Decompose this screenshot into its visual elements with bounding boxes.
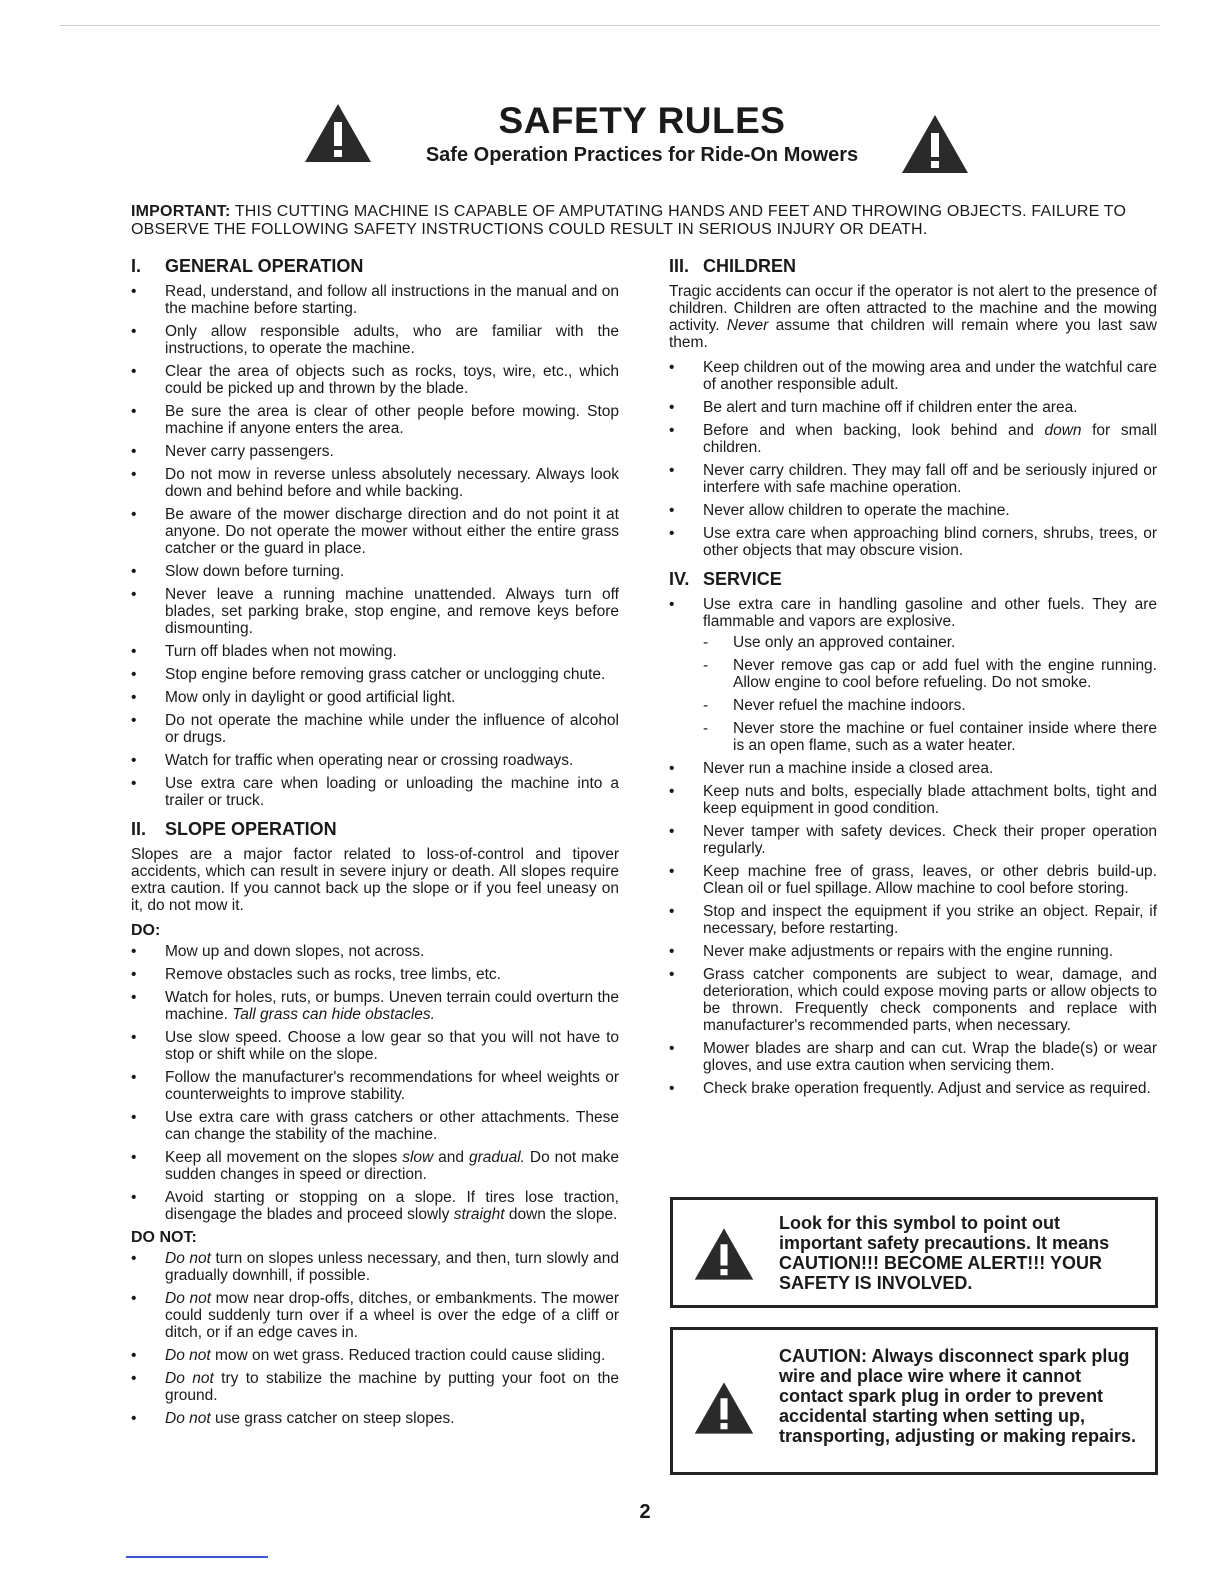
- list-item: • Use extra care in handling gasoline and other fuels. They are flammable and vapors are explosive. - Use only an approved container. - Never remove gas cap or add fuel with the engine running. Allow engine to cool before refueling. Do not smoke. - Never refuel the machine indoors. - Never store the machine or fuel container inside where there is an open flame, such as a water heater.: [669, 596, 1157, 754]
- list-item: • Keep nuts and bolts, especially blade attachment bolts, tight and keep equipment in good condition.: [669, 783, 1157, 817]
- list-item: • Keep children out of the mowing area and under the watchful care of another responsible adult.: [669, 359, 1157, 393]
- sub-list-item: - Never refuel the machine indoors.: [703, 697, 1157, 714]
- section-heading-service: IV. SERVICE: [669, 569, 782, 589]
- left-column: [131, 258, 619, 1433]
- list-item: • Watch for traffic when operating near or crossing roadways.: [131, 752, 619, 769]
- scan-bottom-line: [126, 1556, 268, 1558]
- list-item: • Use slow speed. Choose a low gear so that you will not have to stop or shift while on the slope.: [131, 1029, 619, 1063]
- sub-list-item: - Never store the machine or fuel container inside where there is an open flame, such as a water heater.: [703, 720, 1157, 754]
- page-number: 2: [639, 1501, 651, 1523]
- scan-edge-line: [60, 25, 1160, 26]
- caution-text: CAUTION: Always disconnect spark plug wire and place wire where it cannot contact spark plug in order to prevent accidental starting when setting up, transporting, adjusting or making repairs.: [779, 1346, 1137, 1446]
- do-not-label: DO NOT:: [131, 1229, 197, 1246]
- sub-list-item: - Never remove gas cap or add fuel with the engine running. Allow engine to cool before refueling. Do not smoke.: [703, 657, 1157, 691]
- list-item: • Avoid starting or stopping on a slope. If tires lose traction, disengage the blades and proceed slowly straight down the slope.: [131, 1189, 619, 1223]
- list-item: • Mower blades are sharp and can cut. Wrap the blade(s) or wear gloves, and use extra caution when servicing them.: [669, 1040, 1157, 1074]
- list-item: • Use extra care when approaching blind corners, shrubs, trees, or other objects that may obscure vision.: [669, 525, 1157, 559]
- important-notice: [131, 203, 1161, 239]
- caution-box: [670, 1327, 1158, 1475]
- list-item: • Never tamper with safety devices. Check their proper operation regularly.: [669, 823, 1157, 857]
- list-item: • Keep machine free of grass, leaves, or other debris build-up. Clean oil or fuel spillage. Allow machine to cool before storing.: [669, 863, 1157, 897]
- warning-triangle-icon: [693, 1226, 755, 1282]
- right-column: [669, 258, 1157, 1103]
- list-item: • Do not turn on slopes unless necessary, and then, turn slowly and gradually downhill, if possible.: [131, 1250, 619, 1284]
- page-title: SAFETY RULES: [498, 100, 786, 141]
- slope-intro: Slopes are a major factor related to loss-of-control and tipover accidents, which can result in severe injury or death. All slopes require extra caution. If you cannot back up the slope or if you feel uneasy on it, do not mow it.: [131, 846, 619, 914]
- list-item: • Do not mow on wet grass. Reduced traction could cause sliding.: [131, 1347, 619, 1364]
- list-item: • Keep all movement on the slopes slow and gradual. Do not make sudden changes in speed or direction.: [131, 1149, 619, 1183]
- list-item: • Never make adjustments or repairs with the engine running.: [669, 943, 1157, 960]
- do-label: DO:: [131, 922, 161, 939]
- do-not-list: [131, 1250, 619, 1427]
- list-item: • Read, understand, and follow all instructions in the manual and on the machine before starting.: [131, 283, 619, 317]
- symbol-notice-text: Look for this symbol to point out important safety precautions. It means CAUTION!!! BECOME ALERT!!! YOUR SAFETY IS INVOLVED.: [779, 1213, 1110, 1293]
- list-item: • Clear the area of objects such as rocks, toys, wire, etc., which could be picked up and thrown by the blade.: [131, 363, 619, 397]
- service-list: [669, 596, 1157, 1097]
- list-item: • Never allow children to operate the machine.: [669, 502, 1157, 519]
- list-item: • Turn off blades when not mowing.: [131, 643, 619, 660]
- list-item: • Slow down before turning.: [131, 563, 619, 580]
- important-text: THIS CUTTING MACHINE IS CAPABLE OF AMPUTATING HANDS AND FEET AND THROWING OBJECTS. FAILURE TO OBSERVE THE FOLLOWING SAFETY INSTRUCTIONS COULD RESULT IN SERIOUS INJURY OR DEATH.: [131, 203, 1127, 238]
- section-heading-slope: II. SLOPE OPERATION: [131, 819, 337, 839]
- warning-triangle-icon: [900, 113, 970, 175]
- children-intro: Tragic accidents can occur if the operator is not alert to the presence of children. Children are often attracted to the machine and the mowing activity. Never assume that children will remain where you last saw them.: [669, 283, 1157, 351]
- list-item: • Do not mow in reverse unless absolutely necessary. Always look down and behind before and while backing.: [131, 466, 619, 500]
- list-item: • Use extra care when loading or unloading the machine into a trailer or truck.: [131, 775, 619, 809]
- page-subtitle: Safe Operation Practices for Ride-On Mowers: [425, 144, 859, 166]
- list-item: • Remove obstacles such as rocks, tree limbs, etc.: [131, 966, 619, 983]
- list-item: • Never carry children. They may fall off and be seriously injured or interfere with safe machine operation.: [669, 462, 1157, 496]
- list-item: • Never run a machine inside a closed area.: [669, 760, 1157, 777]
- list-item: • Do not mow near drop-offs, ditches, or embankments. The mower could suddenly turn over if a wheel is over the edge of a cliff or ditch, or if an edge caves in.: [131, 1290, 619, 1341]
- list-item: • Do not operate the machine while under the influence of alcohol or drugs.: [131, 712, 619, 746]
- fuel-sublist: [703, 634, 1157, 754]
- list-item: • Never carry passengers.: [131, 443, 619, 460]
- warning-triangle-icon: [693, 1380, 755, 1436]
- list-item: • Be aware of the mower discharge direction and do not point it at anyone. Do not operate the mower without either the entire grass catcher or the guard in place.: [131, 506, 619, 557]
- section-heading-general: I. GENERAL OPERATION: [131, 256, 364, 276]
- list-item: • Before and when backing, look behind and down for small children.: [669, 422, 1157, 456]
- list-item: • Be sure the area is clear of other people before mowing. Stop machine if anyone enters the area.: [131, 403, 619, 437]
- list-item: • Mow up and down slopes, not across.: [131, 943, 619, 960]
- sub-list-item: - Use only an approved container.: [703, 634, 1157, 651]
- list-item: • Never leave a running machine unattended. Always turn off blades, set parking brake, stop engine, and remove keys before dismounting.: [131, 586, 619, 637]
- section-heading-children: III. CHILDREN: [669, 256, 796, 276]
- list-item: • Stop engine before removing grass catcher or unclogging chute.: [131, 666, 619, 683]
- important-label: IMPORTANT:: [131, 203, 231, 220]
- general-operation-list: [131, 283, 619, 809]
- children-list: [669, 359, 1157, 559]
- do-list: [131, 943, 619, 1223]
- list-item: • Follow the manufacturer's recommendations for wheel weights or counterweights to improve stability.: [131, 1069, 619, 1103]
- list-item: • Grass catcher components are subject to wear, damage, and deterioration, which could expose moving parts or allow objects to be thrown. Frequently check components and replace with manufacturer's recommended parts, when necessary.: [669, 966, 1157, 1034]
- list-item: • Check brake operation frequently. Adjust and service as required.: [669, 1080, 1157, 1097]
- symbol-notice-box: [670, 1197, 1158, 1308]
- list-item: • Do not use grass catcher on steep slopes.: [131, 1410, 619, 1427]
- list-item: • Watch for holes, ruts, or bumps. Uneven terrain could overturn the machine. Tall grass can hide obstacles.: [131, 989, 619, 1023]
- list-item: • Be alert and turn machine off if children enter the area.: [669, 399, 1157, 416]
- list-item: • Only allow responsible adults, who are familiar with the instructions, to operate the machine.: [131, 323, 619, 357]
- list-item: • Do not try to stabilize the machine by putting your foot on the ground.: [131, 1370, 619, 1404]
- list-item: • Mow only in daylight or good artificial light.: [131, 689, 619, 706]
- list-item: • Use extra care with grass catchers or other attachments. These can change the stability of the machine.: [131, 1109, 619, 1143]
- list-item: • Stop and inspect the equipment if you strike an object. Repair, if necessary, before restarting.: [669, 903, 1157, 937]
